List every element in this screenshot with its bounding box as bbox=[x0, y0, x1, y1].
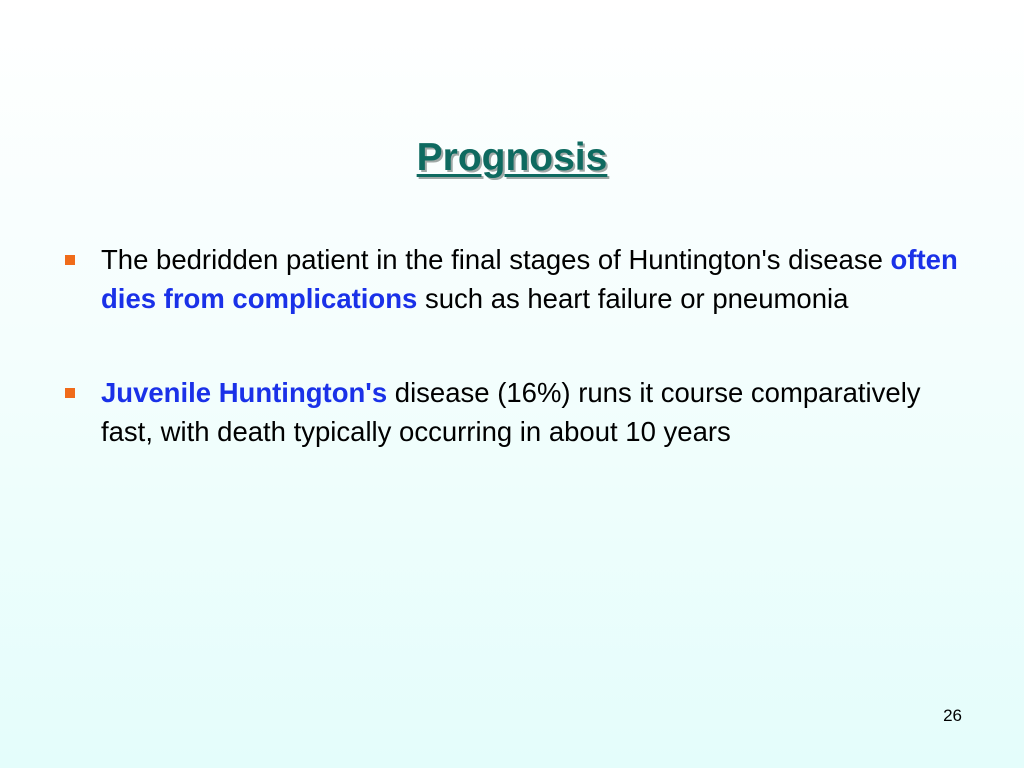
bullet-item bbox=[60, 241, 980, 318]
bullet-text: The bedridden patient in the final stages of Huntington's disease bbox=[101, 244, 891, 275]
bullet-item bbox=[60, 374, 980, 451]
bullet-highlight: often dies from complications bbox=[101, 244, 958, 314]
bullet-text: disease (16%) runs it course comparatively fast, with death typically occurring in about 10 years bbox=[101, 377, 921, 447]
page-number: 26 bbox=[943, 706, 962, 725]
bullet-text: such as heart failure or pneumonia bbox=[417, 282, 849, 314]
slide-title: Prognosis bbox=[416, 136, 608, 179]
square-bullet-icon bbox=[65, 388, 75, 398]
bullet-list bbox=[60, 241, 980, 507]
square-bullet-icon bbox=[65, 255, 75, 265]
bullet-highlight: Juvenile Huntington's bbox=[101, 377, 388, 408]
